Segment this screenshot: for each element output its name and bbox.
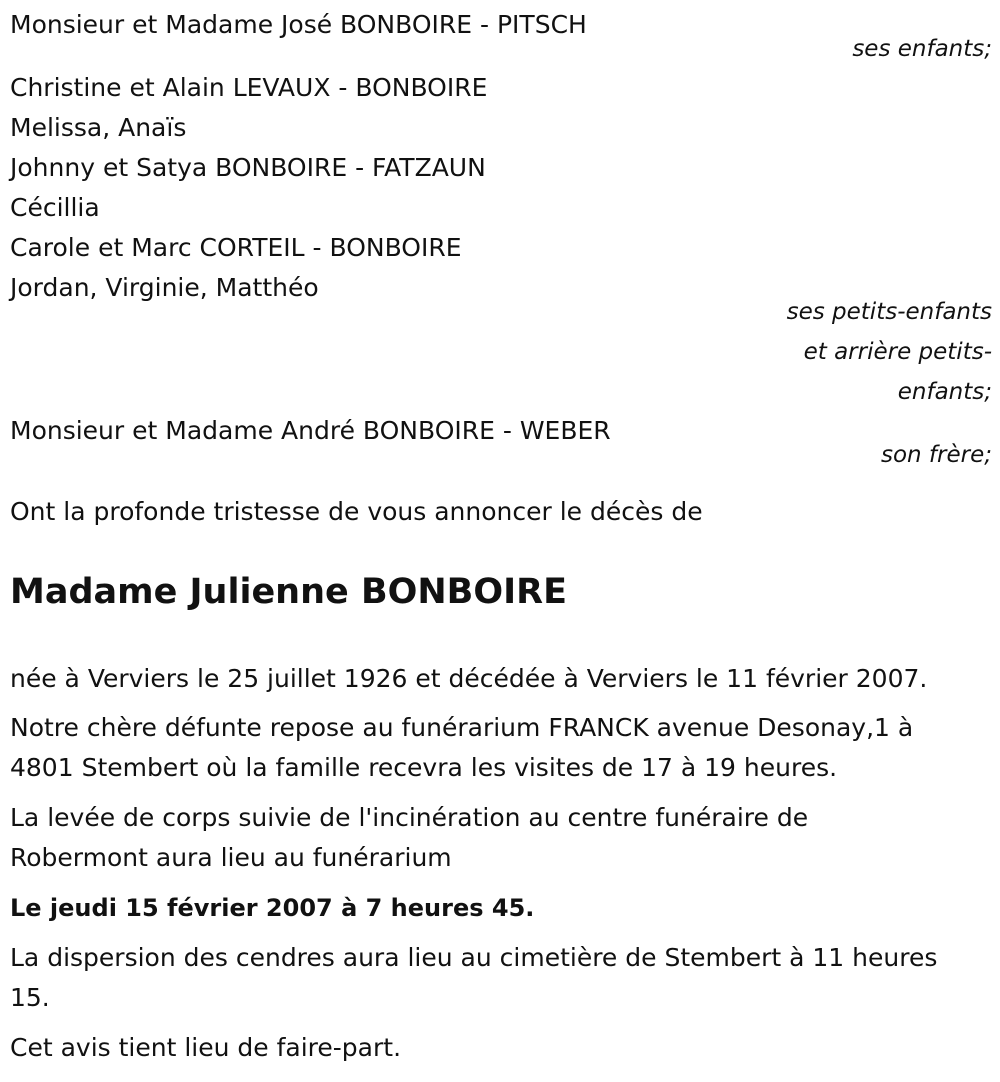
grandchild-line-3: Johnny et Satya BONBOIRE - FATZAUN bbox=[10, 153, 486, 182]
role-brother: son frère; bbox=[880, 442, 992, 468]
role-grandchildren-1: ses petits-enfants bbox=[786, 299, 992, 325]
ceremony-line-1: La levée de corps suivie de l'incinération au centre funéraire de bbox=[10, 803, 809, 832]
ceremony-line-2: Robermont aura lieu au funérarium bbox=[10, 843, 452, 872]
funeral-home-line-1: Notre chère défunte repose au funérarium FRANCK avenue Desonay,1 à bbox=[10, 713, 914, 742]
ceremony-date: Le jeudi 15 février 2007 à 7 heures 45. bbox=[10, 894, 535, 922]
grandchild-line-1: Christine et Alain LEVAUX - BONBOIRE bbox=[10, 73, 488, 102]
deceased-name: Madame Julienne BONBOIRE bbox=[10, 572, 567, 612]
birth-death-dates: née à Verviers le 25 juillet 1926 et décédée à Verviers le 11 février 2007. bbox=[10, 664, 928, 693]
role-children: ses enfants; bbox=[852, 36, 992, 62]
grandchild-line-5: Carole et Marc CORTEIL - BONBOIRE bbox=[10, 233, 462, 262]
grandchild-line-2: Melissa, Anaïs bbox=[10, 113, 187, 142]
role-grandchildren-3: enfants; bbox=[897, 379, 992, 405]
grandchild-line-4: Cécillia bbox=[10, 193, 100, 222]
family-brother: Monsieur et Madame André BONBOIRE - WEBER bbox=[10, 416, 611, 445]
grandchild-line-6: Jordan, Virginie, Matthéo bbox=[10, 273, 319, 302]
funeral-home-line-2: 4801 Stembert où la famille recevra les visites de 17 à 19 heures. bbox=[10, 753, 838, 782]
ashes-line-1: La dispersion des cendres aura lieu au cimetière de Stembert à 11 heures bbox=[10, 943, 938, 972]
role-grandchildren-2: et arrière petits- bbox=[803, 339, 992, 365]
family-parents: Monsieur et Madame José BONBOIRE - PITSCH bbox=[10, 10, 587, 39]
closing-note: Cet avis tient lieu de faire-part. bbox=[10, 1033, 402, 1062]
announcement: Ont la profonde tristesse de vous annoncer le décès de bbox=[10, 497, 703, 526]
ashes-line-2: 15. bbox=[10, 983, 50, 1012]
